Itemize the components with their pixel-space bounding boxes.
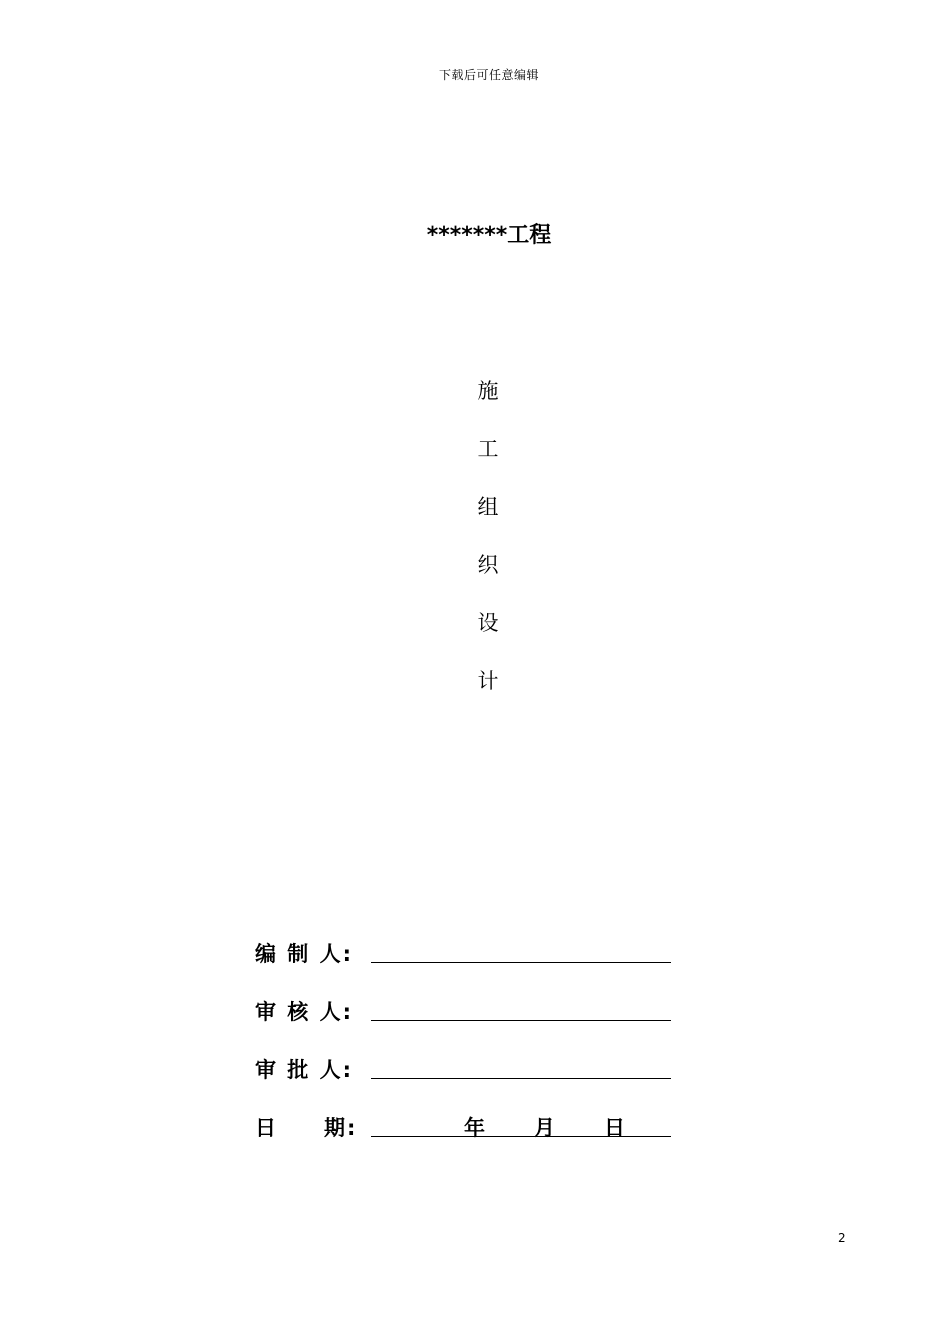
- day-label: 日: [604, 1116, 625, 1140]
- approver-signature-line: [371, 1078, 671, 1079]
- compiler-signature-line: [371, 962, 671, 963]
- document-title-char: 计: [477, 669, 499, 693]
- date-label: 日 期:: [255, 1116, 358, 1140]
- reviewer-signature-line: [371, 1020, 671, 1021]
- project-title: *******工程: [426, 223, 552, 248]
- document-title-char: 施: [477, 379, 499, 403]
- reviewer-label: 审 核 人:: [255, 1000, 354, 1024]
- document-title-char: 组: [477, 495, 499, 519]
- document-title-char: 织: [477, 553, 499, 577]
- date-line: [371, 1136, 671, 1137]
- document-title-char: 设: [477, 611, 499, 635]
- page-number: 2: [838, 1231, 846, 1245]
- header-note: 下载后可任意编辑: [438, 68, 539, 82]
- compiler-label: 编 制 人:: [255, 942, 354, 966]
- year-label: 年: [464, 1116, 485, 1140]
- month-label: 月: [534, 1116, 555, 1140]
- approver-label: 审 批 人:: [255, 1058, 354, 1082]
- document-title-char: 工: [477, 437, 499, 461]
